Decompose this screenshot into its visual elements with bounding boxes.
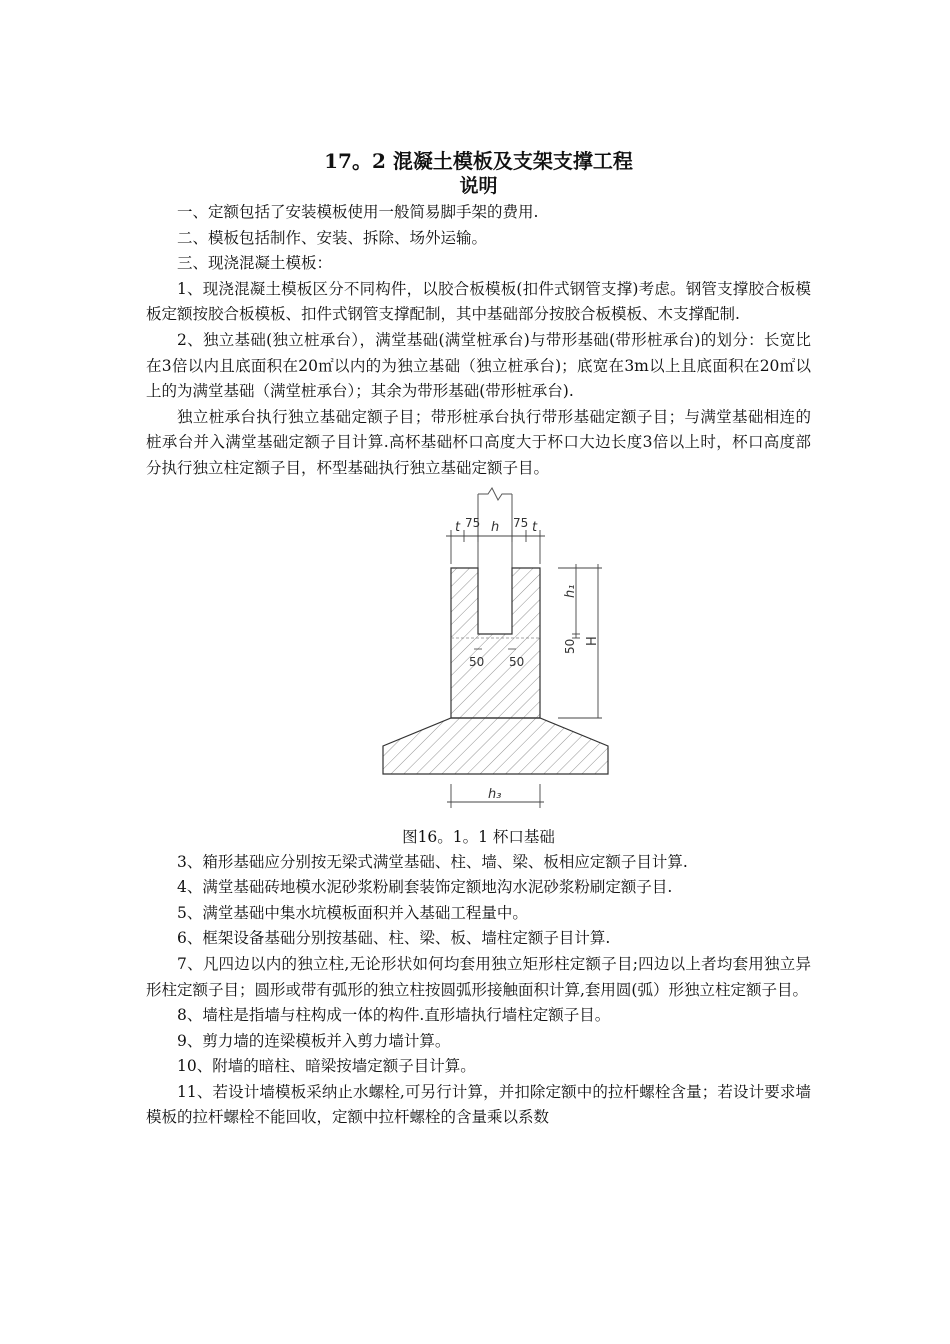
paragraph: 二、模板包括制作、安装、拆除、场外运输。 bbox=[177, 228, 488, 247]
paragraph: 11、若设计墙模板采纳止水螺栓,可另行计算，并扣除定额中的拉杆螺栓含量；若设计要求墙模板的拉杆螺栓不能回收，定额中拉杆螺栓的含量乘以系数 bbox=[146, 1082, 811, 1127]
dim-h3: h₃ bbox=[488, 786, 502, 802]
paragraph: 3、箱形基础应分别按无梁式满堂基础、柱、墙、梁、板相应定额子目计算. bbox=[177, 852, 688, 871]
paragraph: 7、凡四边以内的独立柱,无论形状如何均套用独立矩形柱定额子目;四边以上者均套用独立异形柱定额子目；圆形或带有弧形的独立柱按圆弧形接触面积计算,套用圆(弧）形独立柱定额子目。 bbox=[146, 954, 811, 999]
paragraph: 5、满堂基础中集水坑模板面积并入基础工程量中。 bbox=[177, 903, 528, 922]
dim-50-b: 50 bbox=[509, 654, 525, 669]
paragraph: 一、定额包括了安装模板使用一般简易脚手架的费用. bbox=[177, 203, 539, 221]
paragraph: 8、墙柱是指墙与柱构成一体的构件.直形墙执行墙柱定额子目。 bbox=[177, 1006, 611, 1025]
paragraph: 9、剪力墙的连梁模板并入剪力墙计算。 bbox=[177, 1031, 451, 1050]
cup-body bbox=[451, 568, 540, 718]
paragraph: 4、满堂基础砖地模水泥砂浆粉刷套装饰定额地沟水泥砂浆粉刷定额子目. bbox=[177, 878, 673, 897]
dim-75-left: 75 bbox=[465, 515, 481, 530]
paragraph: 10、附墙的暗柱、暗梁按墙定额子目计算。 bbox=[177, 1057, 476, 1076]
paragraph: 2、独立基础(独立桩承台），满堂基础(满堂桩承台)与带形基础(带形桩承台)的划分：长宽比在3倍以内且底面积在20㎡以内的为独立基础（独立桩承台)；底宽在3m以上且底面积在20㎡以上的为满堂基础（满堂桩承台）；其余为带形基础(带形桩承台). bbox=[146, 330, 811, 401]
section-subtitle: 说明 bbox=[459, 175, 498, 197]
top-dimension-line bbox=[446, 530, 545, 564]
dim-h1: h₁ bbox=[563, 584, 578, 598]
dim-H: H bbox=[585, 635, 600, 646]
cup-foundation-figure bbox=[146, 484, 811, 824]
dim-50-a: 50 bbox=[469, 654, 485, 669]
dim-t-right: t bbox=[532, 519, 538, 535]
paragraph: 1、现浇混凝土模板区分不同构件，以胶合板模板(扣件式钢管支撑)考虑。钢管支撑胶合板模板定额按胶合板模板、扣件式钢管支撑配制，其中基础部分按胶合板模板、木支撑配制. bbox=[146, 279, 811, 324]
dim-t-left: t bbox=[455, 519, 461, 535]
paragraph: 三、现浇混凝土模板： bbox=[177, 254, 333, 273]
dim-50-side: 50 bbox=[563, 638, 577, 654]
figure-caption: 图16。1。1 杯口基础 bbox=[402, 827, 555, 846]
page-title: 17。2 混凝土模板及支架支撑工程 bbox=[324, 149, 633, 173]
dim-h: h bbox=[491, 519, 500, 535]
foundation-base bbox=[383, 718, 608, 774]
paragraph: 独立桩承台执行独立基础定额子目；带形桩承台执行带形基础定额子目；与满堂基础相连的桩承台并入满堂基础定额子目计算.高杯基础杯口高度大于杯口大边长度3倍以上时，杯口高度部分执行独立柱定额子目，杯型基础执行独立基础定额子目。 bbox=[146, 407, 811, 477]
paragraph: 6、框架设备基础分别按基础、柱、梁、板、墙柱定额子目计算. bbox=[177, 929, 611, 948]
column-outline bbox=[478, 488, 512, 634]
dim-75-right: 75 bbox=[513, 515, 529, 530]
document-content bbox=[146, 148, 811, 1131]
cup-foundation-drawing bbox=[146, 484, 811, 824]
